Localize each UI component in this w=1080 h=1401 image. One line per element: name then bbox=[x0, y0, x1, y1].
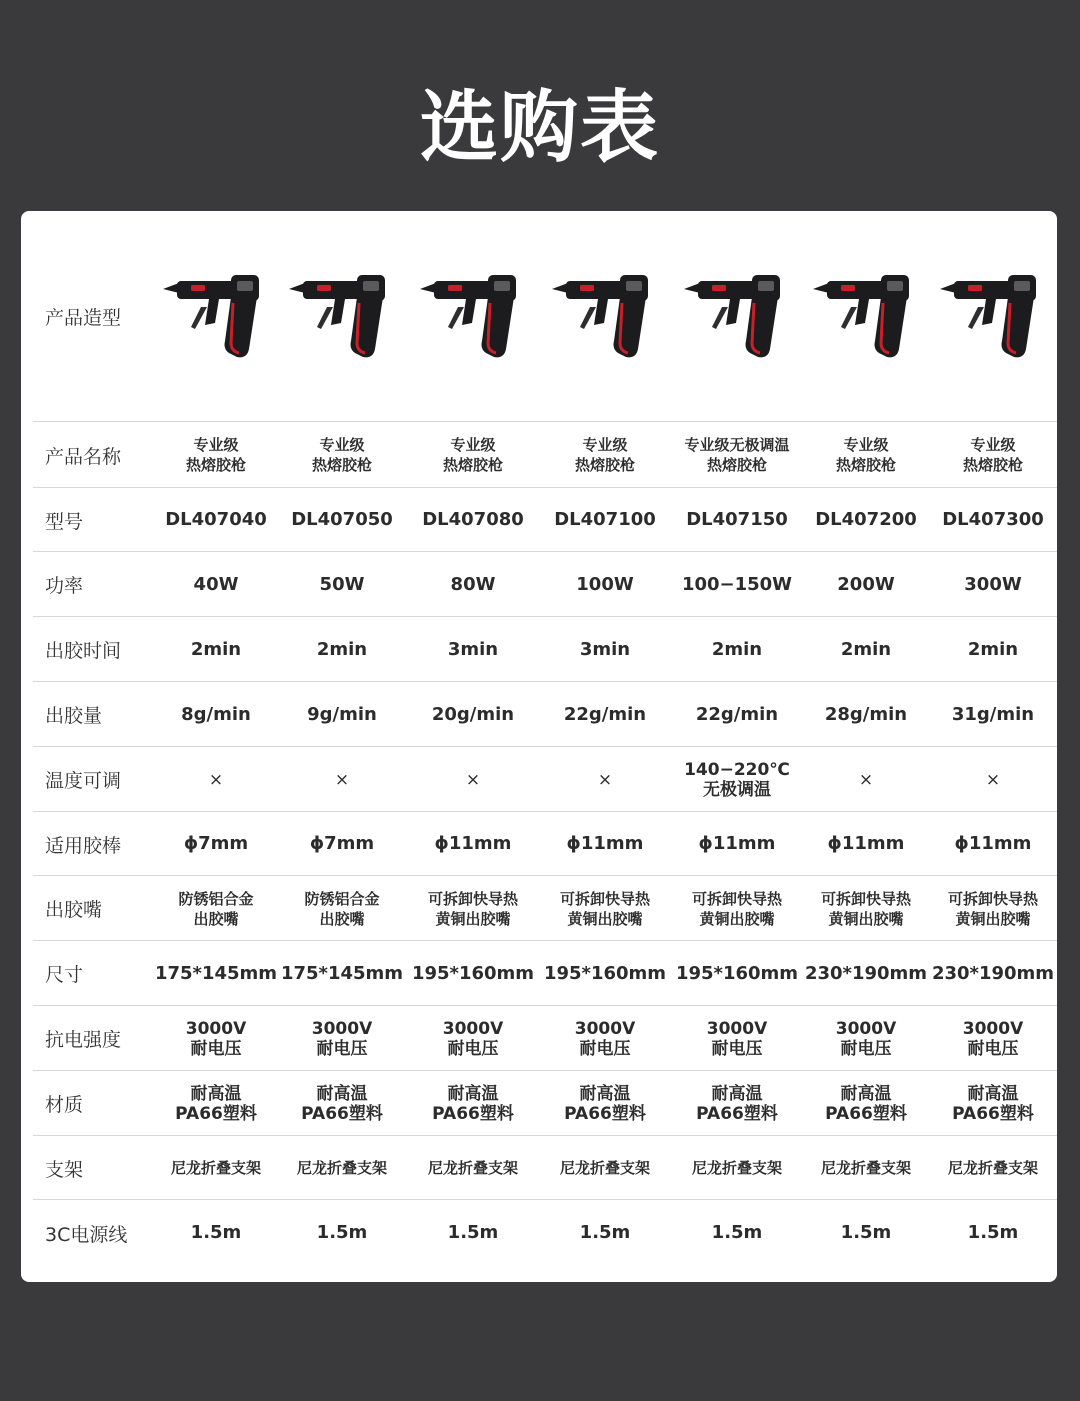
cell-value: 20g/min bbox=[431, 703, 515, 725]
cell-line: × bbox=[858, 769, 874, 790]
cell-nozzle bbox=[278, 876, 406, 941]
cell-cable bbox=[802, 1200, 930, 1266]
cell-output bbox=[929, 682, 1057, 747]
row-label-cable: 3C电源线 bbox=[45, 1223, 128, 1246]
cell-line: 出胶嘴 bbox=[319, 909, 365, 928]
glue-gun-icon bbox=[161, 267, 271, 367]
cell-line: 耐电压 bbox=[840, 1038, 892, 1059]
cell-output bbox=[802, 682, 930, 747]
cell-line: 专业级 bbox=[582, 436, 628, 454]
cell-line: 3000V bbox=[185, 1018, 247, 1039]
cell-voltage bbox=[673, 1006, 801, 1071]
cell-value: DL407150 bbox=[686, 509, 788, 530]
glue-gun-icon bbox=[550, 267, 660, 367]
cell-value: 230*190mm bbox=[931, 962, 1055, 984]
cell-value: 尼龙折叠支架 bbox=[947, 1159, 1038, 1177]
cell-stick bbox=[673, 812, 801, 876]
cell-line: × bbox=[985, 769, 1001, 790]
cell-size bbox=[541, 941, 669, 1006]
cell-line: 热熔胶枪 bbox=[442, 456, 503, 474]
cell-line: 耐高温 bbox=[711, 1083, 763, 1104]
glue-gun-icon bbox=[287, 267, 397, 367]
cell-line: 热熔胶枪 bbox=[185, 456, 246, 474]
cell-material bbox=[802, 1071, 930, 1136]
cell-value: 230*190mm bbox=[804, 962, 928, 984]
cell-value: 2min bbox=[967, 638, 1019, 660]
row-label-size: 尺寸 bbox=[45, 964, 84, 986]
cell-value: 200W bbox=[837, 573, 895, 595]
cell-line: 无极调温 bbox=[703, 779, 771, 800]
cell-output bbox=[152, 682, 280, 747]
cell-time bbox=[929, 617, 1057, 682]
cell-temp bbox=[673, 747, 801, 812]
cell-line: 可拆卸快导热 bbox=[427, 889, 518, 908]
cell-value: ϕ11mm bbox=[698, 833, 776, 854]
cell-line: 可拆卸快导热 bbox=[691, 889, 782, 908]
table-row-nozzle bbox=[21, 876, 1057, 941]
cell-line: 黄铜出胶嘴 bbox=[435, 909, 511, 928]
cell-value: 100W bbox=[576, 573, 634, 595]
cell-value: DL407080 bbox=[422, 509, 524, 530]
cell-value: 31g/min bbox=[951, 703, 1035, 725]
cell-value: 2min bbox=[316, 638, 368, 660]
cell-size bbox=[409, 941, 537, 1006]
cell-line: × bbox=[597, 769, 613, 790]
cell-power bbox=[409, 552, 537, 617]
cell-value: 8g/min bbox=[181, 703, 251, 725]
cell-cable bbox=[541, 1200, 669, 1266]
cell-line: PA66塑料 bbox=[952, 1103, 1034, 1124]
row-label-stand: 支架 bbox=[45, 1158, 84, 1181]
cell-value: DL407200 bbox=[815, 509, 917, 530]
table-row-voltage bbox=[21, 1006, 1057, 1071]
cell-line: 3000V bbox=[962, 1018, 1024, 1039]
cell-time bbox=[152, 617, 280, 682]
cell-size bbox=[152, 941, 280, 1006]
cell-nozzle bbox=[929, 876, 1057, 941]
cell-cable bbox=[929, 1200, 1057, 1266]
cell-power bbox=[152, 552, 280, 617]
cell-line: × bbox=[334, 769, 350, 790]
cell-temp bbox=[929, 747, 1057, 812]
cell-stick bbox=[541, 812, 669, 876]
cell-value: 2min bbox=[190, 638, 242, 660]
cell-value: 22g/min bbox=[695, 703, 779, 725]
cell-value: 175*145mm bbox=[154, 962, 278, 984]
table-row-size bbox=[21, 941, 1057, 1006]
cell-value: 28g/min bbox=[824, 703, 908, 725]
cell-value: 1.5m bbox=[579, 1222, 631, 1243]
cell-line: PA66塑料 bbox=[564, 1103, 646, 1124]
cell-stand bbox=[673, 1136, 801, 1200]
table-row-stick bbox=[21, 812, 1057, 876]
cell-stand bbox=[152, 1136, 280, 1200]
table-row-temp bbox=[21, 747, 1057, 812]
cell-temp bbox=[152, 747, 280, 812]
cell-value: 3min bbox=[447, 638, 499, 660]
cell-cable bbox=[278, 1200, 406, 1266]
cell-value: 80W bbox=[450, 573, 496, 595]
cell-line: 耐电压 bbox=[579, 1038, 631, 1059]
cell-voltage bbox=[278, 1006, 406, 1071]
table-row-cable bbox=[21, 1200, 1057, 1266]
cell-time bbox=[802, 617, 930, 682]
cell-temp bbox=[541, 747, 669, 812]
cell-value: 175*145mm bbox=[280, 962, 404, 984]
cell-line: 3000V bbox=[706, 1018, 768, 1039]
cell-line: 耐高温 bbox=[840, 1083, 892, 1104]
cell-output bbox=[673, 682, 801, 747]
cell-line: 耐电压 bbox=[967, 1038, 1019, 1059]
table-row-name bbox=[21, 422, 1057, 488]
cell-value: 2min bbox=[840, 638, 892, 660]
cell-stand bbox=[278, 1136, 406, 1200]
cell-line: PA66塑料 bbox=[175, 1103, 257, 1124]
cell-line: 耐电压 bbox=[316, 1038, 368, 1059]
cell-stand bbox=[541, 1136, 669, 1200]
cell-line: 3000V bbox=[442, 1018, 504, 1039]
cell-value: ϕ7mm bbox=[309, 833, 375, 854]
cell-stick bbox=[152, 812, 280, 876]
cell-value: 22g/min bbox=[563, 703, 647, 725]
cell-value: 1.5m bbox=[967, 1222, 1019, 1243]
cell-value: 100−150W bbox=[681, 573, 793, 595]
cell-value: DL407050 bbox=[291, 509, 393, 530]
cell-value: 尼龙折叠支架 bbox=[170, 1159, 261, 1177]
cell-value: DL407300 bbox=[942, 509, 1044, 530]
cell-line: 热熔胶枪 bbox=[835, 456, 896, 474]
cell-value: 尼龙折叠支架 bbox=[820, 1159, 911, 1177]
cell-value: 尼龙折叠支架 bbox=[691, 1159, 782, 1177]
cell-cable bbox=[152, 1200, 280, 1266]
cell-temp bbox=[409, 747, 537, 812]
cell-value: ϕ11mm bbox=[434, 833, 512, 854]
cell-voltage bbox=[409, 1006, 537, 1071]
cell-model bbox=[673, 488, 801, 552]
product-image bbox=[802, 211, 930, 422]
cell-stand bbox=[409, 1136, 537, 1200]
cell-stick bbox=[929, 812, 1057, 876]
cell-line: 耐电压 bbox=[447, 1038, 499, 1059]
cell-stick bbox=[409, 812, 537, 876]
cell-value: ϕ11mm bbox=[827, 833, 905, 854]
cell-name bbox=[673, 422, 801, 488]
cell-name bbox=[929, 422, 1057, 488]
cell-name bbox=[278, 422, 406, 488]
cell-line: × bbox=[465, 769, 481, 790]
cell-line: 专业级 bbox=[319, 436, 365, 454]
cell-line: 140−220℃ bbox=[684, 759, 790, 780]
table-row-material bbox=[21, 1071, 1057, 1136]
cell-line: 黄铜出胶嘴 bbox=[567, 909, 643, 928]
product-image bbox=[409, 211, 537, 422]
cell-value: 300W bbox=[964, 573, 1022, 595]
cell-value: 40W bbox=[193, 573, 239, 595]
cell-line: 热熔胶枪 bbox=[574, 456, 635, 474]
cell-line: 专业级 bbox=[450, 436, 496, 454]
row-label-power: 功率 bbox=[45, 575, 84, 597]
cell-line: 耐电压 bbox=[711, 1038, 763, 1059]
row-label-stick: 适用胶棒 bbox=[45, 834, 122, 857]
cell-value: 尼龙折叠支架 bbox=[296, 1159, 387, 1177]
glue-gun-icon bbox=[938, 267, 1048, 367]
cell-value: ϕ11mm bbox=[566, 833, 644, 854]
cell-value: 1.5m bbox=[447, 1222, 499, 1243]
cell-line: 可拆卸快导热 bbox=[947, 889, 1038, 908]
cell-stick bbox=[802, 812, 930, 876]
cell-temp bbox=[278, 747, 406, 812]
cell-value: 尼龙折叠支架 bbox=[559, 1159, 650, 1177]
cell-output bbox=[409, 682, 537, 747]
cell-stand bbox=[802, 1136, 930, 1200]
row-label-nozzle: 出胶嘴 bbox=[45, 899, 103, 921]
row-label-voltage: 抗电强度 bbox=[45, 1029, 122, 1051]
cell-temp bbox=[802, 747, 930, 812]
cell-value: 1.5m bbox=[190, 1222, 242, 1243]
cell-size bbox=[802, 941, 930, 1006]
cell-value: 195*160mm bbox=[543, 962, 667, 984]
cell-material bbox=[929, 1071, 1057, 1136]
cell-voltage bbox=[152, 1006, 280, 1071]
product-image bbox=[541, 211, 669, 422]
cell-line: 3000V bbox=[311, 1018, 373, 1039]
cell-value: 9g/min bbox=[307, 703, 377, 725]
cell-time bbox=[673, 617, 801, 682]
cell-value: 1.5m bbox=[316, 1222, 368, 1243]
cell-line: PA66塑料 bbox=[696, 1103, 778, 1124]
cell-value: 尼龙折叠支架 bbox=[427, 1159, 518, 1177]
cell-voltage bbox=[802, 1006, 930, 1071]
cell-line: 3000V bbox=[574, 1018, 636, 1039]
cell-cable bbox=[673, 1200, 801, 1266]
cell-value: ϕ11mm bbox=[954, 833, 1032, 854]
cell-power bbox=[673, 552, 801, 617]
cell-time bbox=[541, 617, 669, 682]
cell-line: × bbox=[208, 769, 224, 790]
cell-line: PA66塑料 bbox=[301, 1103, 383, 1124]
glue-gun-icon bbox=[682, 267, 792, 367]
cell-cable bbox=[409, 1200, 537, 1266]
cell-model bbox=[929, 488, 1057, 552]
row-label-output: 出胶量 bbox=[45, 705, 103, 727]
cell-power bbox=[541, 552, 669, 617]
cell-material bbox=[541, 1071, 669, 1136]
cell-power bbox=[802, 552, 930, 617]
cell-time bbox=[409, 617, 537, 682]
cell-model bbox=[152, 488, 280, 552]
cell-value: 2min bbox=[711, 638, 763, 660]
cell-model bbox=[541, 488, 669, 552]
cell-line: 专业级 bbox=[843, 436, 889, 454]
product-image bbox=[278, 211, 406, 422]
cell-time bbox=[278, 617, 406, 682]
cell-output bbox=[278, 682, 406, 747]
cell-line: 耐高温 bbox=[579, 1083, 631, 1104]
cell-name bbox=[409, 422, 537, 488]
cell-line: 黄铜出胶嘴 bbox=[699, 909, 775, 928]
cell-line: 耐电压 bbox=[190, 1038, 242, 1059]
cell-name bbox=[541, 422, 669, 488]
cell-line: 热熔胶枪 bbox=[706, 456, 767, 474]
cell-stand bbox=[929, 1136, 1057, 1200]
product-image bbox=[929, 211, 1057, 422]
glue-gun-icon bbox=[811, 267, 921, 367]
cell-value: ϕ7mm bbox=[183, 833, 249, 854]
cell-line: 耐高温 bbox=[967, 1083, 1019, 1104]
cell-name bbox=[152, 422, 280, 488]
cell-line: 可拆卸快导热 bbox=[820, 889, 911, 908]
cell-line: 防锈铝合金 bbox=[178, 889, 254, 908]
cell-size bbox=[929, 941, 1057, 1006]
cell-value: 195*160mm bbox=[675, 962, 799, 984]
cell-size bbox=[673, 941, 801, 1006]
cell-nozzle bbox=[152, 876, 280, 941]
cell-stick bbox=[278, 812, 406, 876]
cell-line: PA66塑料 bbox=[825, 1103, 907, 1124]
cell-power bbox=[929, 552, 1057, 617]
cell-power bbox=[278, 552, 406, 617]
cell-line: 防锈铝合金 bbox=[304, 889, 380, 908]
glue-gun-icon bbox=[418, 267, 528, 367]
cell-line: 耐高温 bbox=[316, 1083, 368, 1104]
cell-line: 耐高温 bbox=[447, 1083, 499, 1104]
table-row-time bbox=[21, 617, 1057, 682]
cell-voltage bbox=[929, 1006, 1057, 1071]
cell-material bbox=[673, 1071, 801, 1136]
cell-output bbox=[541, 682, 669, 747]
cell-material bbox=[409, 1071, 537, 1136]
row-label-material: 材质 bbox=[45, 1094, 84, 1116]
row-label-name: 产品名称 bbox=[45, 445, 122, 468]
table-row-power bbox=[21, 552, 1057, 617]
cell-line: 热熔胶枪 bbox=[311, 456, 372, 474]
cell-line: PA66塑料 bbox=[432, 1103, 514, 1124]
comparison-table bbox=[21, 211, 1057, 1282]
cell-value: DL407100 bbox=[554, 509, 656, 530]
cell-line: 可拆卸快导热 bbox=[559, 889, 650, 908]
product-image bbox=[152, 211, 280, 422]
cell-value: DL407040 bbox=[165, 509, 267, 530]
cell-nozzle bbox=[409, 876, 537, 941]
cell-line: 专业级无极调温 bbox=[684, 436, 790, 454]
cell-size bbox=[278, 941, 406, 1006]
cell-line: 黄铜出胶嘴 bbox=[955, 909, 1031, 928]
cell-model bbox=[278, 488, 406, 552]
cell-line: 黄铜出胶嘴 bbox=[828, 909, 904, 928]
page-title: 选购表 bbox=[419, 83, 660, 173]
cell-name bbox=[802, 422, 930, 488]
cell-value: 195*160mm bbox=[411, 962, 535, 984]
row-label-model: 型号 bbox=[45, 510, 84, 533]
cell-material bbox=[278, 1071, 406, 1136]
cell-line: 专业级 bbox=[193, 436, 239, 454]
cell-line: 热熔胶枪 bbox=[962, 456, 1023, 474]
row-label-time: 出胶时间 bbox=[45, 640, 122, 662]
table-row-shape bbox=[21, 211, 1057, 422]
cell-voltage bbox=[541, 1006, 669, 1071]
product-image bbox=[673, 211, 801, 422]
cell-model bbox=[409, 488, 537, 552]
table-row-stand bbox=[21, 1136, 1057, 1200]
table-row-model bbox=[21, 488, 1057, 552]
cell-line: 3000V bbox=[835, 1018, 897, 1039]
cell-nozzle bbox=[802, 876, 930, 941]
cell-model bbox=[802, 488, 930, 552]
cell-line: 专业级 bbox=[970, 436, 1016, 454]
row-label-shape: 产品造型 bbox=[45, 307, 122, 329]
cell-value: 3min bbox=[579, 638, 631, 660]
cell-value: 1.5m bbox=[840, 1222, 892, 1243]
cell-value: 1.5m bbox=[711, 1222, 763, 1243]
cell-line: 出胶嘴 bbox=[193, 909, 239, 928]
cell-nozzle bbox=[541, 876, 669, 941]
cell-line: 耐高温 bbox=[190, 1083, 242, 1104]
table-row-output bbox=[21, 682, 1057, 747]
cell-nozzle bbox=[673, 876, 801, 941]
cell-material bbox=[152, 1071, 280, 1136]
cell-value: 50W bbox=[319, 573, 365, 595]
row-label-temp: 温度可调 bbox=[45, 770, 122, 792]
